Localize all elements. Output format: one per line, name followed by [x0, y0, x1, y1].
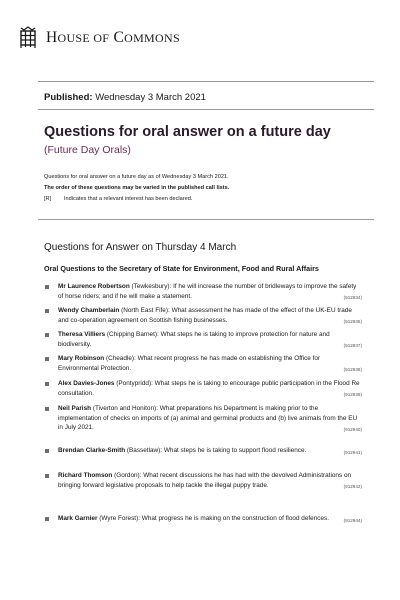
question-item	[44, 471, 362, 490]
question-text: What preparations his Department is making prior to the implementation of checks on imports of (a) animal and germinal products and (b) live animals from the EU in July 2021.	[58, 405, 358, 432]
question-reference: (912942)	[343, 484, 362, 490]
question-text: What steps he is taking to improve protection for nature and biodiversity.	[58, 331, 330, 348]
question-separator: :	[134, 355, 138, 362]
relevant-interest-text: Indicates that a relevant interest has been declared.	[64, 196, 193, 202]
question-item	[44, 354, 362, 373]
house-of-commons-title: HOUSE OF COMMONS	[46, 29, 180, 46]
question-item	[44, 514, 362, 524]
question-constituency: (Pontypridd)	[116, 380, 152, 387]
question-text: What steps he is taking to support flood resilience.	[163, 447, 307, 454]
question-text: What recent progress he has made on establishing the Office for Environmental Protection.	[58, 355, 321, 372]
relevant-interest-key: [R]	[44, 196, 52, 202]
question-separator: :	[139, 472, 144, 479]
question-text: What recent discussions he has had with the devolved Administrations on bringing forward legislative proposals to help tackle the illegal puppy trade.	[58, 472, 352, 489]
question-item	[44, 446, 362, 456]
question-separator: :	[160, 447, 164, 454]
square-bullet-icon	[45, 407, 49, 411]
portcullis-icon	[18, 26, 38, 50]
question-member: Mark Garnier	[58, 515, 98, 522]
question-separator: :	[138, 515, 142, 522]
question-separator: :	[168, 307, 172, 314]
intro-divider	[38, 219, 374, 220]
published-line	[44, 92, 206, 103]
square-bullet-icon	[45, 474, 49, 478]
question-item	[44, 306, 362, 325]
question-member: Brendan Clarke-Smith	[58, 447, 126, 454]
question-reference: (912944)	[343, 517, 362, 523]
question-text: What progress he is making on the construction of flood defences.	[141, 515, 329, 522]
question-constituency: (Bassetlaw)	[126, 447, 161, 454]
intro-key-line	[44, 194, 364, 205]
question-text: What steps he is taking to encourage public participation in the Flood Re consultation.	[58, 380, 360, 397]
question-constituency: (Chipping Barnet)	[106, 331, 158, 338]
intro-line-2: The order of these questions may be varied in the published call lists.	[44, 185, 230, 191]
header-divider	[38, 81, 374, 82]
square-bullet-icon	[45, 382, 49, 386]
question-constituency: (North East Fife)	[121, 307, 168, 314]
question-reference: (912935)	[343, 319, 362, 325]
question-constituency: (Cheadle)	[105, 355, 135, 362]
published-date: Wednesday 3 March 2021	[95, 92, 206, 103]
square-bullet-icon	[45, 285, 49, 289]
question-reference: (912938)	[343, 367, 362, 373]
question-item	[44, 404, 362, 433]
question-member: Wendy Chamberlain	[58, 307, 120, 314]
question-reference: (912934)	[343, 295, 362, 301]
department-heading: Oral Questions to the Secretary of State for Environment, Food and Rural Affairs	[44, 264, 319, 273]
document-title: Questions for oral answer on a future day	[44, 124, 331, 140]
question-separator: :	[169, 283, 174, 290]
question-member: Richard Thomson	[58, 472, 113, 479]
question-separator: :	[156, 405, 160, 412]
question-item	[44, 282, 362, 301]
question-constituency: (Tewkesbury)	[131, 283, 170, 290]
published-label: Published:	[44, 92, 93, 103]
question-reference: (912939)	[343, 392, 362, 398]
square-bullet-icon	[45, 333, 49, 337]
intro-notes	[44, 172, 364, 205]
question-text: If he will increase the number of bridleways to improve the safety of horse riders; and if he will make a statement.	[58, 283, 357, 300]
question-item	[44, 379, 362, 398]
question-reference: (912937)	[343, 343, 362, 349]
intro-line-1: Questions for oral answer on a future day as of Wednesday 3 March 2021.	[44, 174, 229, 180]
question-member: Mr Laurence Robertson	[58, 283, 130, 290]
document-subtitle: (Future Day Orals)	[44, 144, 131, 156]
square-bullet-icon	[45, 357, 49, 361]
square-bullet-icon	[45, 449, 49, 453]
published-divider	[38, 109, 374, 110]
question-member: Neil Parish	[58, 405, 92, 412]
question-constituency: (Wyre Forest)	[99, 515, 139, 522]
question-reference: (912941)	[343, 449, 362, 455]
question-constituency: (Gordon)	[114, 472, 140, 479]
question-separator: :	[157, 331, 161, 338]
question-member: Theresa Villiers	[58, 331, 106, 338]
question-item	[44, 330, 362, 349]
question-member: Alex Davies-Jones	[58, 380, 115, 387]
page-header	[18, 18, 180, 58]
square-bullet-icon	[45, 309, 49, 313]
question-text: What assessment he has made of the effect of the UK-EU trade and co-operation agreement on Scottish fishing businesses.	[58, 307, 352, 324]
section-heading: Questions for Answer on Thursday 4 March	[44, 242, 237, 253]
question-reference: (912940)	[343, 426, 362, 432]
question-separator: :	[151, 380, 155, 387]
question-member: Mary Robinson	[58, 355, 105, 362]
question-constituency: (Tiverton and Honiton)	[92, 405, 157, 412]
square-bullet-icon	[45, 517, 49, 521]
